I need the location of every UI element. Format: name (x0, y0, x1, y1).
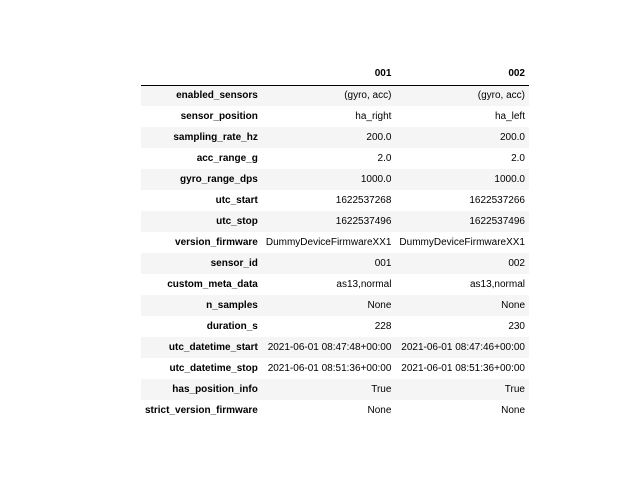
cell-value: None (367, 404, 392, 416)
cell-value: 2.0 (511, 152, 525, 164)
cell-value: 2.0 (377, 152, 392, 164)
cell-value: 2021-06-01 08:51:36+00:00 (267, 362, 392, 374)
table-row (141, 295, 529, 316)
cell-value: 2021-06-01 08:51:36+00:00 (401, 362, 525, 374)
cell-value: 228 (374, 320, 392, 332)
table-row (141, 379, 529, 400)
cell-value: True (504, 383, 525, 395)
table-row (141, 316, 529, 337)
row-label: sampling_rate_hz (173, 131, 258, 143)
cell-value: DummyDeviceFirmwareXX1 (399, 236, 525, 248)
row-label: utc_datetime_start (168, 341, 258, 353)
row-label: has_position_info (172, 383, 258, 395)
cell-value: True (371, 383, 392, 395)
dataframe-table-container (141, 64, 529, 421)
row-label: acc_range_g (196, 152, 258, 164)
column-header-002: 002 (395, 64, 529, 85)
row-label: utc_start (215, 194, 258, 206)
column-header-001: 001 (262, 64, 396, 85)
cell-value: ha_right (355, 110, 392, 122)
table-row (141, 358, 529, 379)
cell-value: 002 (508, 257, 525, 269)
table-row (141, 253, 529, 274)
row-label: utc_stop (216, 215, 258, 227)
cell-value: 1622537496 (335, 215, 392, 227)
header-row (141, 64, 529, 85)
table-row (141, 85, 529, 106)
cell-value: 1000.0 (360, 173, 392, 185)
cell-value: 2021-06-01 08:47:48+00:00 (267, 341, 392, 353)
cell-value: 1622537268 (335, 194, 392, 206)
cell-value: None (501, 404, 525, 416)
cell-value: ha_left (494, 110, 525, 122)
table-row (141, 211, 529, 232)
row-label: n_samples (206, 299, 258, 311)
dataframe-table (141, 64, 529, 421)
row-label: sensor_id (210, 257, 258, 269)
cell-value: as13,normal (469, 278, 525, 290)
index-header-cell (141, 64, 262, 85)
row-label: enabled_sensors (176, 89, 258, 101)
table-row (141, 400, 529, 421)
cell-value: DummyDeviceFirmwareXX1 (265, 236, 392, 248)
row-label: strict_version_firmware (145, 404, 258, 416)
table-row (141, 232, 529, 253)
table-row (141, 274, 529, 295)
row-label: duration_s (206, 320, 258, 332)
row-label: custom_meta_data (167, 278, 258, 290)
table-row (141, 127, 529, 148)
table-row (141, 337, 529, 358)
row-label: version_firmware (175, 236, 258, 248)
cell-value: 200.0 (366, 131, 392, 143)
cell-value: (gyro, acc) (344, 89, 392, 101)
cell-value: (gyro, acc) (477, 89, 525, 101)
table-row (141, 190, 529, 211)
cell-value: 200.0 (499, 131, 525, 143)
table-header (141, 64, 529, 85)
cell-value: 1000.0 (494, 173, 525, 185)
table-body (141, 85, 529, 421)
table-row (141, 106, 529, 127)
table-row (141, 169, 529, 190)
cell-value: 230 (508, 320, 525, 332)
cell-value: 001 (374, 257, 392, 269)
cell-value: 1622537496 (469, 215, 525, 227)
row-label: utc_datetime_stop (169, 362, 258, 374)
cell-value: as13,normal (336, 278, 392, 290)
cell-value: 1622537266 (469, 194, 525, 206)
cell-value: None (367, 299, 392, 311)
row-label: sensor_position (180, 110, 258, 122)
cell-value: None (501, 299, 525, 311)
row-label: gyro_range_dps (180, 173, 258, 185)
table-row (141, 148, 529, 169)
cell-value: 2021-06-01 08:47:46+00:00 (401, 341, 525, 353)
